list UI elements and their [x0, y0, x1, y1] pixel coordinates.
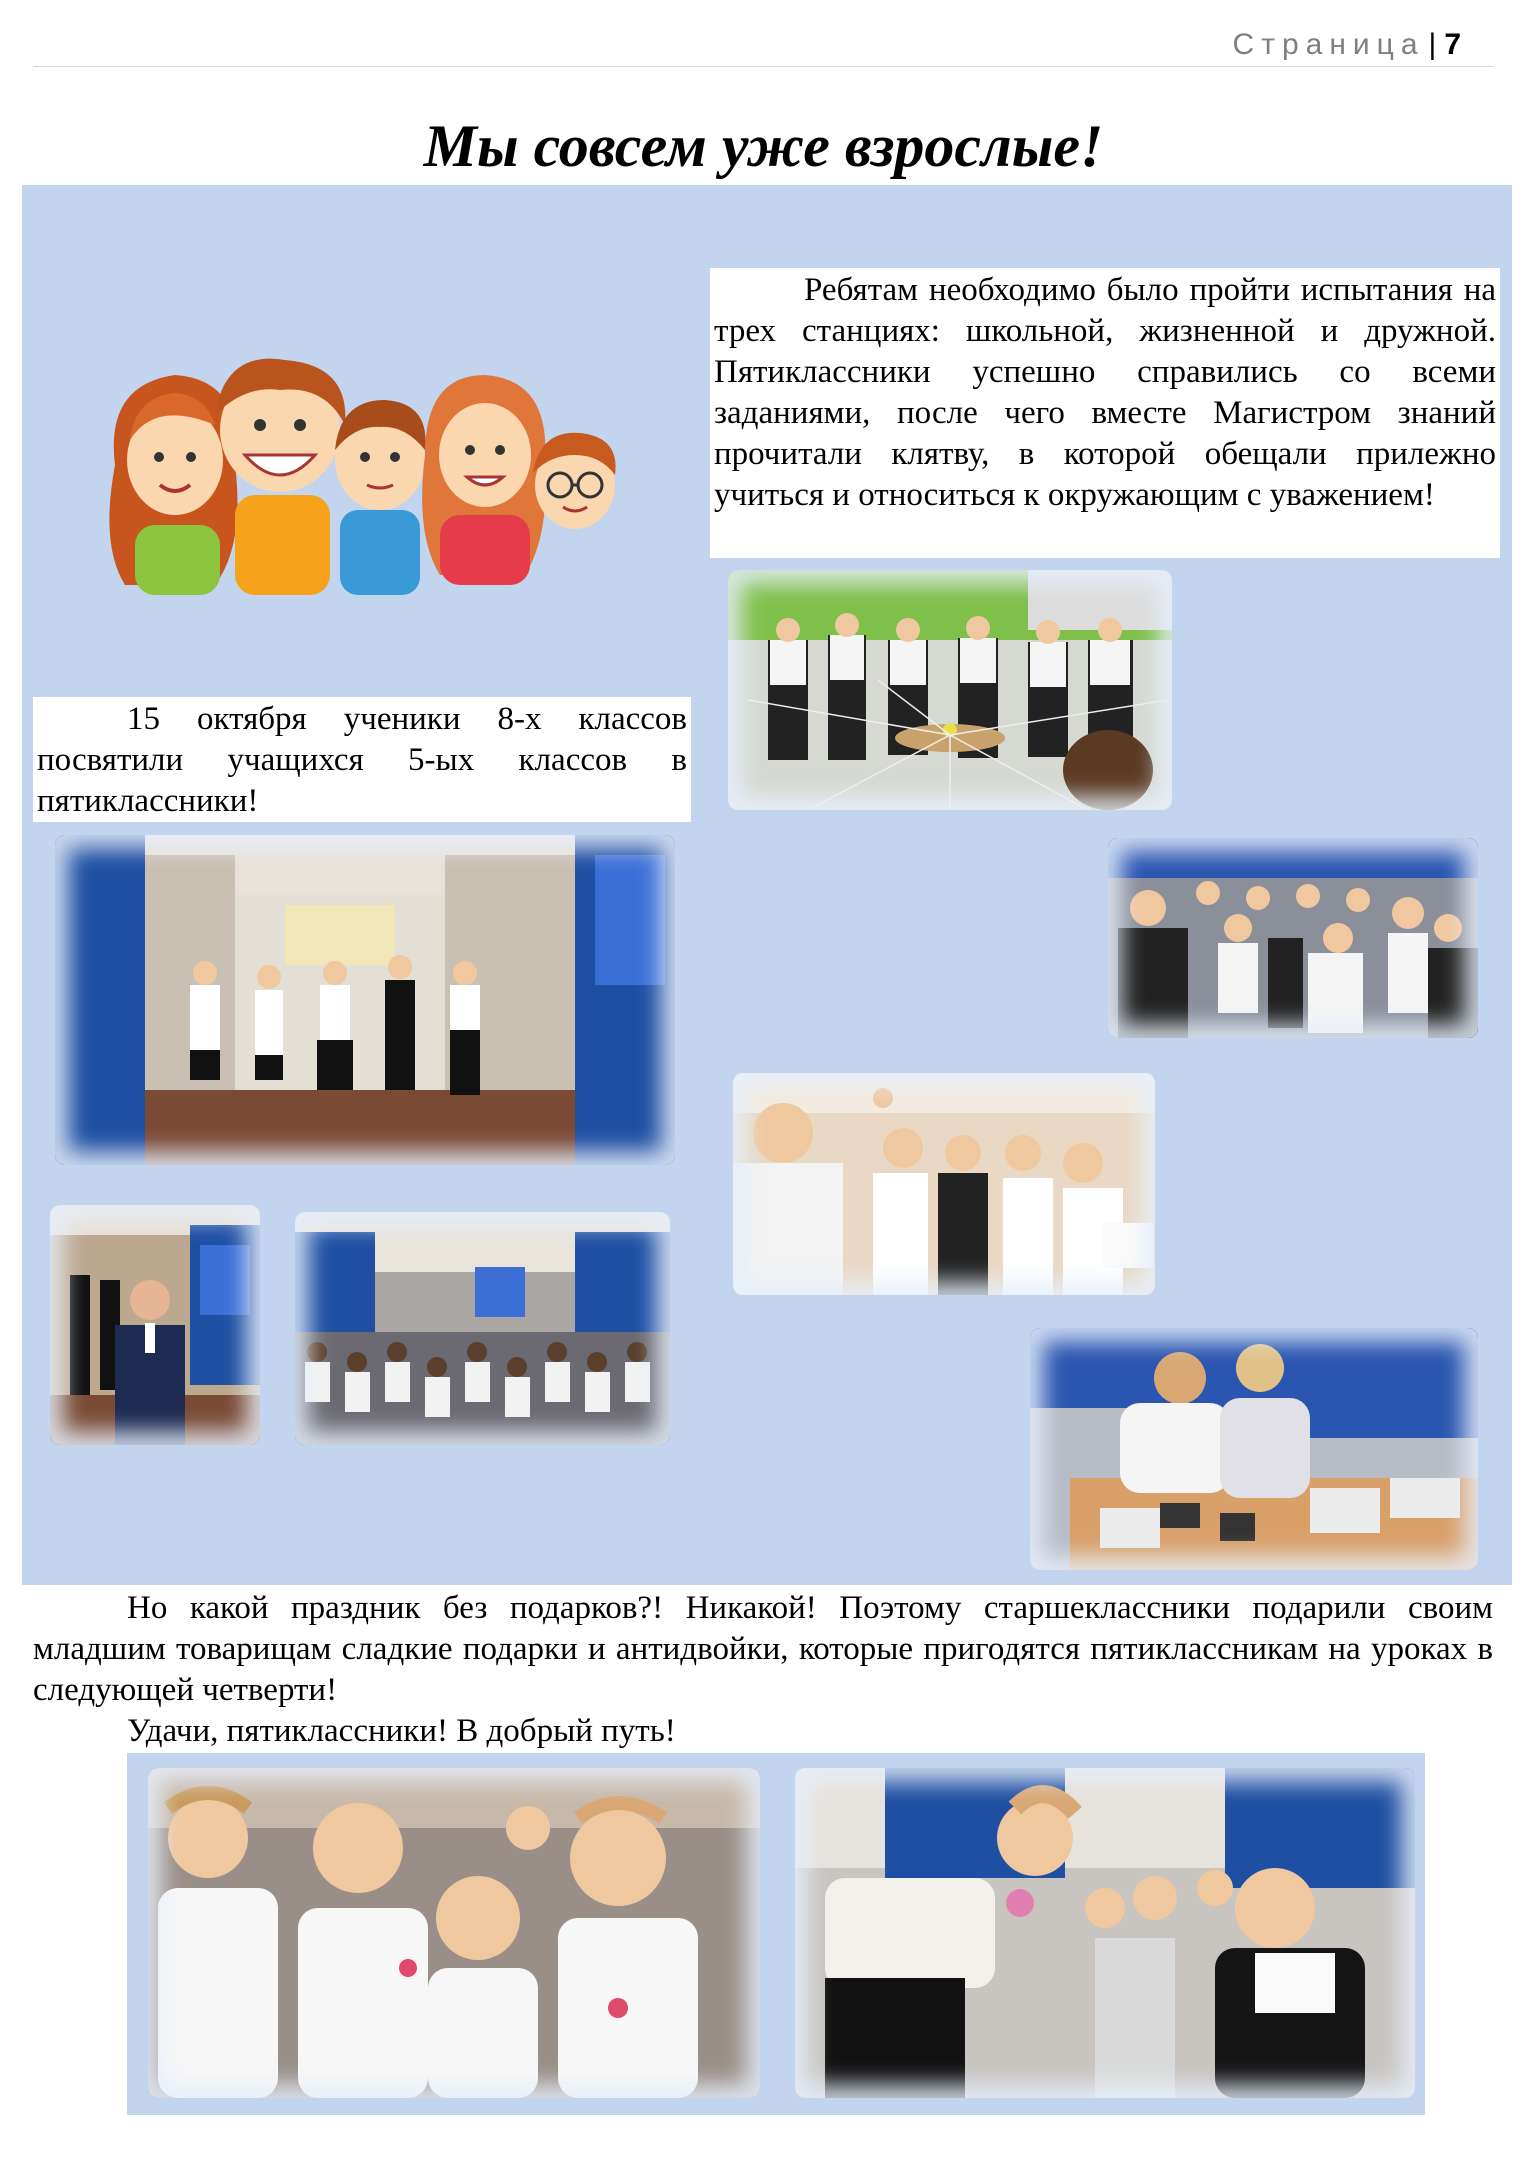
photo-audience-hall: [295, 1212, 670, 1445]
text-stations-paragraph: Ребятам необходимо было пройти испытания на трех станциях: школьной, жизненной и дружной. Пятиклассники успешно справились со всеми заданиями, после чего вместе Магистром знаний прочитали клятву, в которой обещали прилежно учиться и относиться к окружающим с уважением!: [714, 272, 1496, 513]
cartoon-boy-thinking-icon: [335, 400, 426, 595]
photo-speaker: [50, 1205, 260, 1445]
text-box-initiation: [33, 697, 691, 822]
bottom-text-block: [33, 1588, 1493, 1752]
page-number: 7: [1444, 28, 1461, 61]
photo-gift-giving: [795, 1768, 1415, 2098]
photo-girls-table: [1030, 1328, 1478, 1570]
photo-stage-performance: [55, 835, 675, 1165]
text-box-stations: [710, 268, 1500, 558]
photo-girls-with-candy: [148, 1768, 760, 2098]
cartoon-boy-glasses-icon: [533, 433, 616, 529]
photo-students-raise-hand: [733, 1073, 1155, 1295]
photo-web-game: [728, 570, 1172, 810]
page-separator: |: [1428, 28, 1437, 61]
page-word: Страница: [1232, 28, 1425, 61]
cartoon-girl-right-icon: [422, 375, 546, 585]
header-divider: [33, 66, 1493, 67]
page-title: Мы совсем уже взрослые!: [423, 113, 1104, 179]
text-gifts-paragraph: Но какой праздник без подарков?! Никакой! Поэтому старшеклассники подарили своим младшим товарищам сладкие подарки и антидвойки, которые пригодятся пятиклассникам на уроках в следующей четверти!: [33, 1590, 1493, 1708]
page-header: [1233, 28, 1461, 62]
text-initiation-paragraph: 15 октября ученики 8-х классов посвятили учащихся 5-ых классов в пятиклассники!: [37, 701, 687, 819]
text-good-luck-paragraph: Удачи, пятиклассники! В добрый путь!: [127, 1713, 676, 1749]
cartoon-kids-illustration: [95, 345, 635, 605]
photo-students-crowd: [1108, 838, 1478, 1038]
